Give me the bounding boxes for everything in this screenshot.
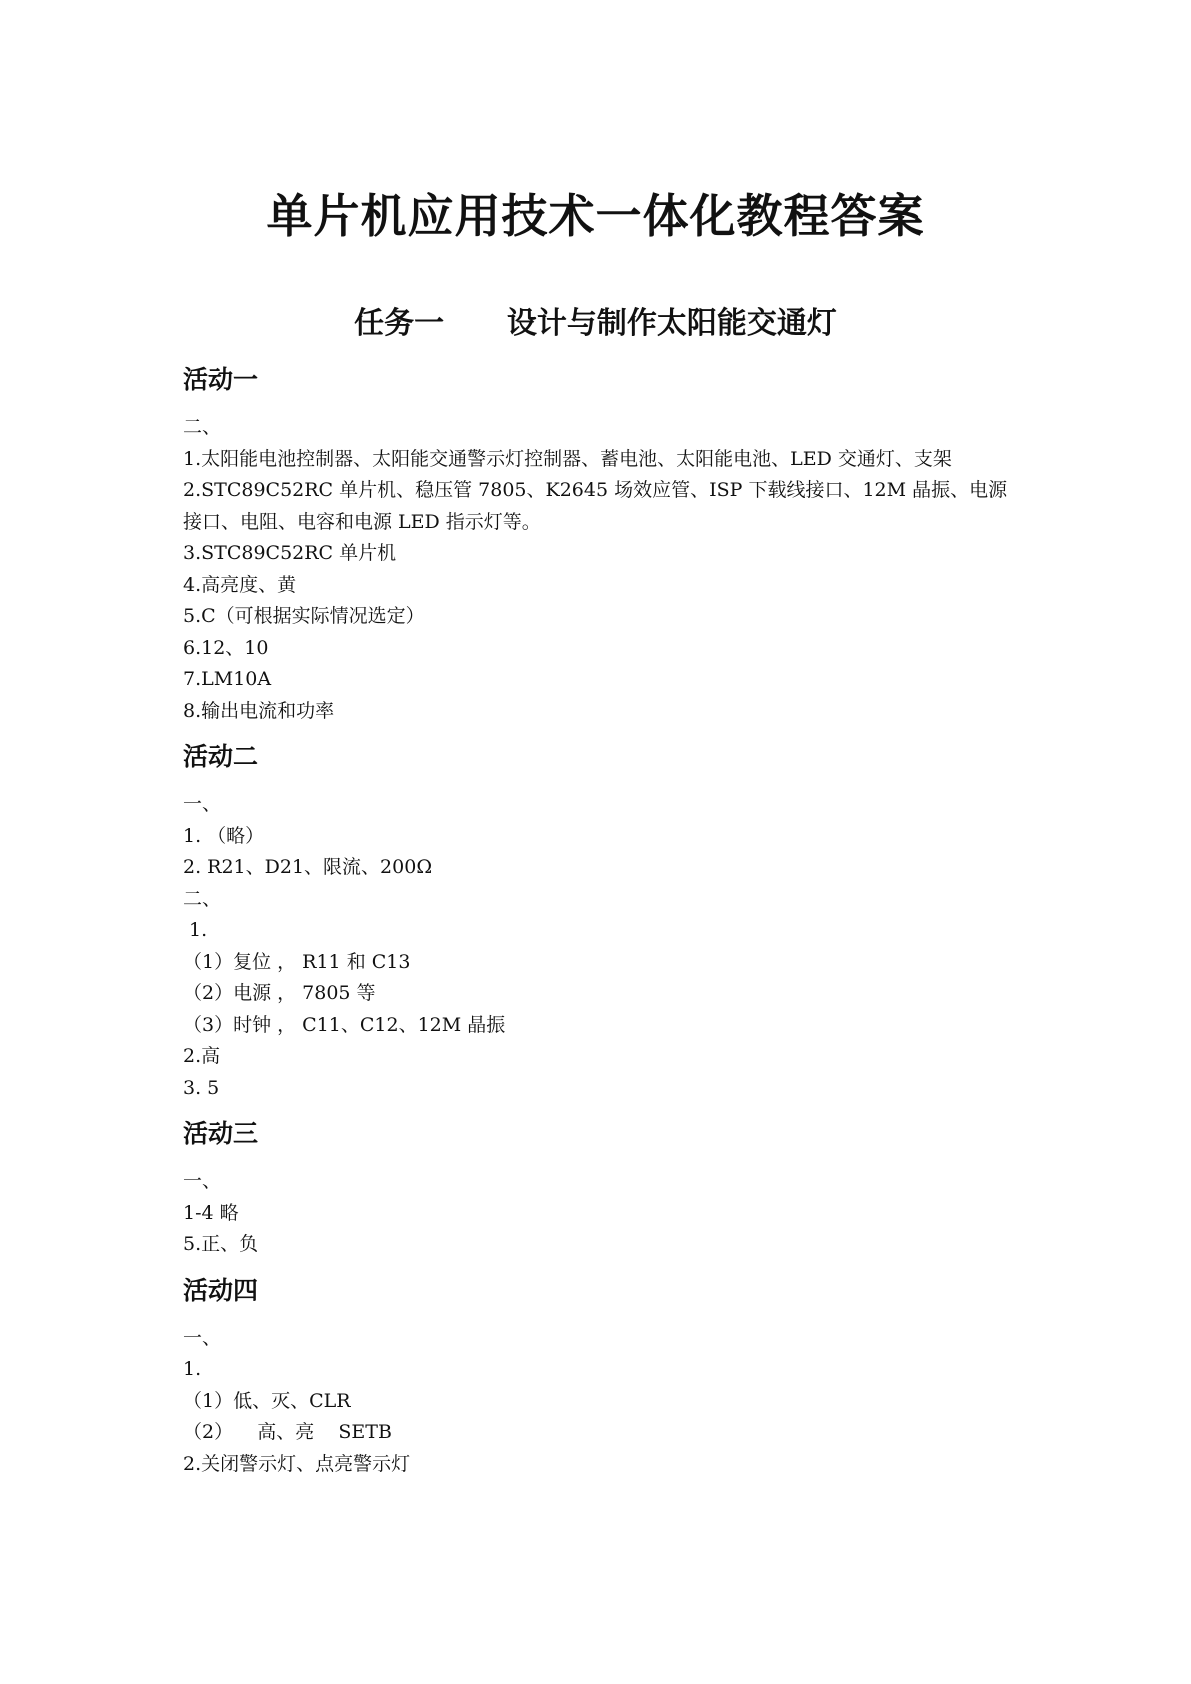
task-label: 任务一 [354,306,445,341]
answer-line: 4.高亮度、黄 [183,573,297,596]
activity-section-2 [183,739,1023,1104]
answer-line: 5.正、负 [183,1233,259,1255]
activity-heading: 活动一 [183,365,259,394]
answer-content [183,362,1023,1492]
answer-line: 8.输出电流和功率 [183,699,335,722]
answer-line: （2） 高、亮 SETB [183,1421,392,1443]
answer-line: 1. （略） [183,824,265,847]
task-title [0,298,1191,342]
answer-line: 1. [183,919,208,941]
answer-line: 2. R21、D21、限流、200Ω [183,856,433,878]
answer-line: （3）时钟 ， C11、C12、12M 晶振 [183,1013,506,1036]
answer-line: 1. [183,1358,202,1380]
answer-line: 3.STC89C52RC 单片机 [183,542,397,564]
activity-section-1 [183,362,1023,727]
answer-line: （1）复位 ， R11 和 C13 [183,950,411,973]
activity-heading: 活动二 [183,742,259,771]
answer-line: 3. 5 [183,1076,220,1099]
answer-line: 一、 [183,1170,222,1192]
answer-line: （1）低、灭、CLR [183,1389,351,1412]
answer-line: 2.高 [183,1045,221,1067]
document-title: 单片机应用技术一体化教程答案 [266,189,925,243]
answer-line: 2.STC89C52RC 单片机、稳压管 7805、K2645 场效应管、ISP 下载线接口、12M 晶振、电源 [183,479,1008,501]
answer-line: 一、 [183,793,222,815]
activity-section-3 [183,1116,1023,1261]
answer-line: 二、 [183,887,222,910]
answer-line: 7.LM10A [183,668,272,690]
answer-line: 5.C（可根据实际情况选定） [183,605,425,627]
answer-line: 1-4 略 [183,1201,239,1224]
answer-line: 一、 [183,1326,222,1349]
answer-line: （2）电源 ， 7805 等 [183,982,376,1004]
activity-heading: 活动三 [183,1119,259,1148]
activity-heading: 活动四 [183,1275,259,1305]
answer-line: 1.太阳能电池控制器、太阳能交通警示灯控制器、蓄电池、太阳能电池、LED 交通灯、支架 [183,447,952,470]
answer-line: 2.关闭警示灯、点亮警示灯 [183,1452,411,1475]
answer-line: 二、 [183,416,222,438]
answer-line: 6.12、10 [183,636,269,659]
activity-section-4 [183,1273,1023,1481]
answer-line: 接口、电阻、电容和电源 LED 指示灯等。 [183,510,541,533]
task-name: 设计与制作太阳能交通灯 [506,306,837,341]
